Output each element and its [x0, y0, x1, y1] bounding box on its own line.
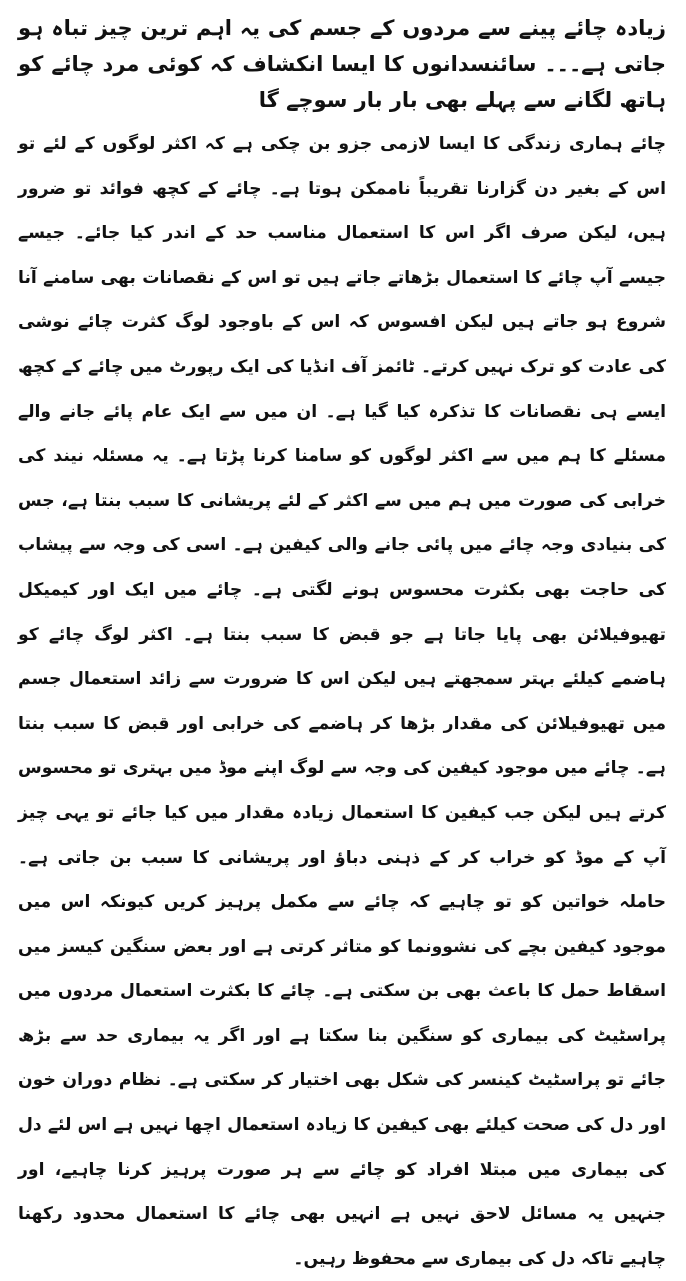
article-headline: زیادہ چائے پینے سے مردوں کے جسم کی یہ اہم ترین چیز تباہ ہو جاتی ہے۔۔۔ سائنسدانوں کا ایسا انکشاف کہ کوئی مرد چائے کو ہاتھ لگانے سے پہلے بھی بار بار سوچے گا [18, 16, 666, 112]
article-body: چائے ہماری زندگی کا ایسا لازمی جزو بن چکی ہے کہ اکثر لوگوں کے لئے تو اس کے بغیر دن گزارنا تقریباً ناممکن ہوتا ہے۔ چائے کے کچھ فوائد تو ضرور ہیں، لیکن صرف اگر اس کا استعمال مناسب حد کے اندر کیا جائے۔ جیسے جیسے آپ چائے کا استعمال بڑھاتے جاتے ہیں تو اس کے نقصانات بھی سامنے آنا شروع ہو جاتے ہیں لیکن افسوس کہ اس کے باوجود لوگ کثرت چائے نوشی کی عادت کو ترک نہیں کرتے۔ ٹائمز آف انڈیا کی ایک رپورٹ میں چائے کے کچھ ایسے ہی نقصانات کا تذکرہ کیا گیا ہے۔ ان میں سے ایک عام پائے جانے والے مسئلے کا ہم میں سے اکثر لوگوں کو سامنا کرنا پڑتا ہے۔ یہ مسئلہ نیند کی خرابی کی صورت میں ہم میں سے اکثر کے لئے پریشانی کا سبب بنتا ہے، جس کی بنیادی وجہ چائے میں پائی جانے والی کیفین ہے۔ اسی کی وجہ سے پیشاب کی حاجت بھی بکثرت محسوس ہونے لگتی ہے۔ چائے میں ایک اور کیمیکل تھیوفیلائن بھی پایا جاتا ہے جو قبض کا سبب بنتا ہے۔ اکثر لوگ چائے کو ہاضمے کیلئے بہتر سمجھتے ہیں لیکن اس کا ضرورت سے زائد استعمال جسم میں تھیوفیلائن کی مقدار بڑھا کر ہاضمے کی خرابی اور قبض کا سبب بنتا ہے۔ چائے میں موجود کیفین کی وجہ سے لوگ اپنے موڈ میں بہتری تو محسوس کرتے ہیں لیکن جب کیفین کا استعمال زیادہ مقدار میں کیا جائے تو یہی چیز آپ کے موڈ کو خراب کر کے ذہنی دباؤ اور پریشانی کا سبب بن جاتی ہے۔ حاملہ خواتین کو تو چاہیے کہ چائے سے مکمل پرہیز کریں کیونکہ اس میں موجود کیفین بچے کی نشوونما کو متاثر کرتی ہے اور بعض سنگین کیسز میں اسقاط حمل کا باعث بھی بن سکتی ہے۔ چائے کا بکثرت استعمال مردوں میں پراسٹیٹ کی بیماری کو سنگین بنا سکتا ہے اور اگر یہ بیماری حد سے بڑھ جائے تو پراسٹیٹ کینسر کی شکل بھی اختیار کر سکتی ہے۔ نظام دوران خون اور دل کی صحت کیلئے بھی کیفین کا زیادہ استعمال اچھا نہیں ہے اس لئے دل کی بیماری میں مبتلا افراد کو چائے سے ہر صورت پرہیز کرنا چاہیے، اور جنہیں یہ مسائل لاحق نہیں ہے انہیں بھی چائے کا استعمال محدود رکھنا چاہیے تاکہ دل کی بیماری سے محفوظ رہیں۔ [18, 134, 666, 1269]
